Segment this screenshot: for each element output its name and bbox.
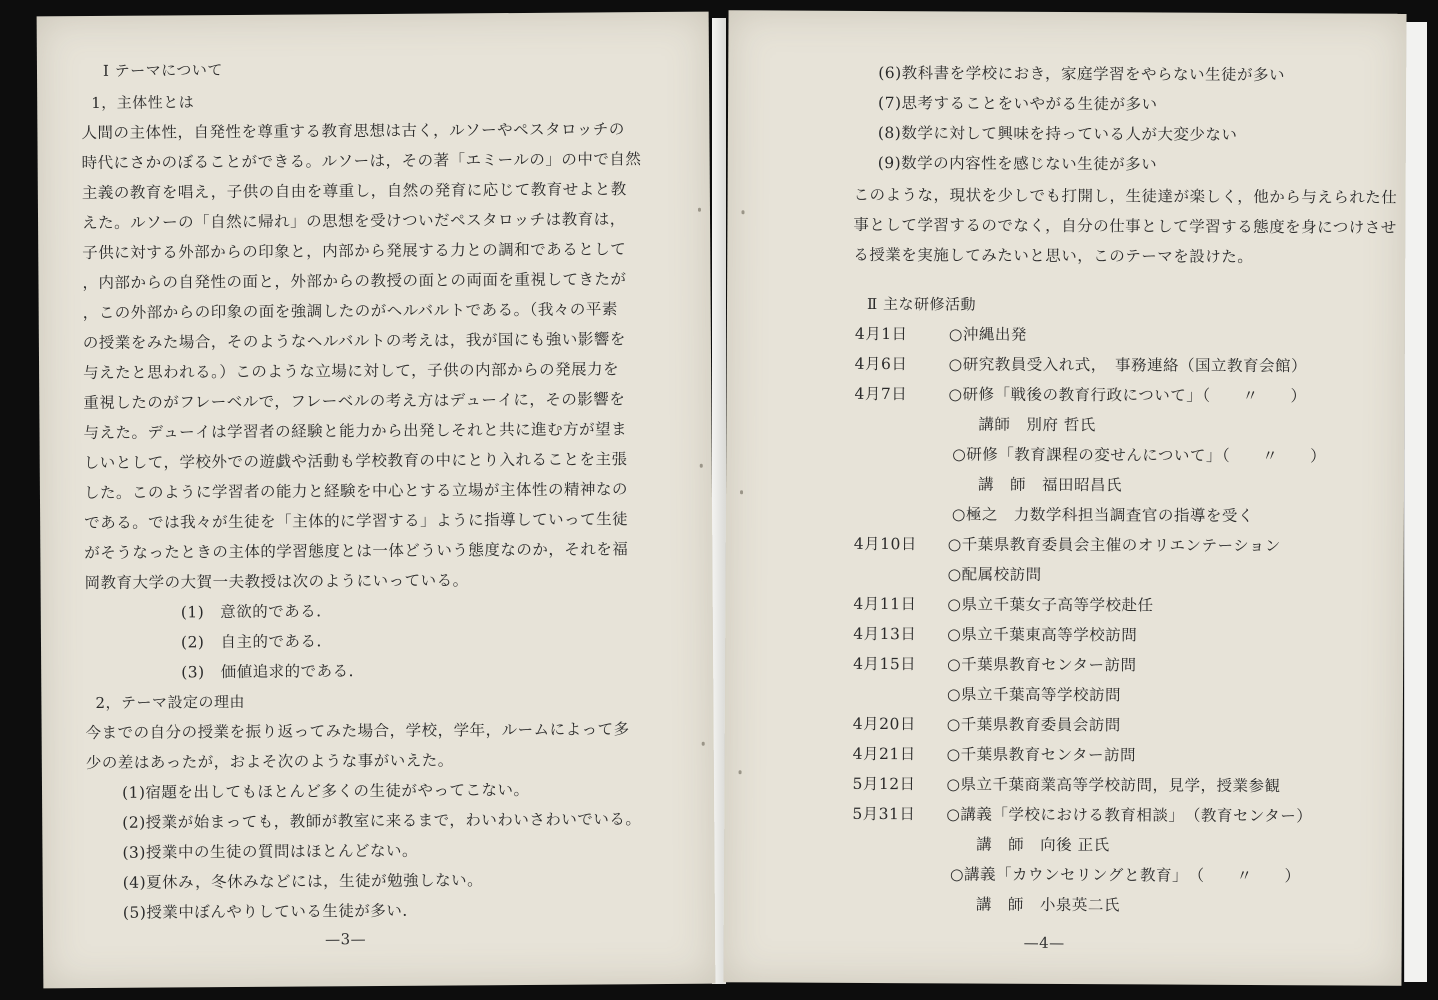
schedule-entry: ○極之 力数学科担当調査官の指導を受く: [951, 505, 1254, 525]
text-line: 重視したのがフレーベルで，フレーベルの考え方はデューイに，その影響を: [83, 390, 626, 413]
punch-hole: [739, 770, 742, 774]
punch-hole: [702, 742, 705, 746]
list-item: (5)授業中ぼんやりしている生徒が多い．: [122, 901, 419, 922]
text-line: ，この外部からの印象の面を強調したのがヘルバルトである。（我々の平素: [82, 300, 618, 323]
text-line: 与えたと思われる。）このような立場に対して，子供の内部からの発展力を: [83, 360, 620, 383]
text-line: 今までの自分の授業を振り返ってみた場合，学校，学年，ルームによって多: [85, 720, 630, 743]
punch-hole: [698, 208, 701, 212]
schedule-entry: ○千葉県教育委員会主催のオリエンテーション: [947, 535, 1281, 556]
punch-hole: [740, 490, 743, 494]
schedule-entry: ○講義「学校における教育相談」 （教育センター）: [946, 805, 1313, 826]
schedule-entry: ○千葉県教育委員会訪問: [946, 715, 1121, 735]
right-page: [723, 10, 1406, 986]
lecturer-line: 講師 別府 哲氏: [978, 415, 1096, 435]
text-line: 事として学習するのでなく，自分の仕事として学習する態度を身につけさせ: [853, 215, 1397, 237]
lecturer-line: 講 師 福田昭昌氏: [978, 475, 1123, 495]
text-line: である。では我々が生徒を「主体的に学習する」ように指導していって生徒: [84, 510, 629, 533]
text-line: 時代にさかのぼることができる。ルソーは，その著「エミールの」の中で自然: [81, 150, 642, 173]
list-item: (3) 価値追求的である．: [181, 662, 365, 682]
schedule-date: 4月21日: [852, 744, 916, 764]
schedule-date: 4月15日: [853, 654, 917, 674]
text-line: えた。ルソーの「自然に帰れ」の思想を受けついだペスタロッチは教育は，: [81, 210, 626, 233]
subsection-heading: 1，主体性とは: [91, 93, 195, 112]
list-item: (9)数学の内容性を感じない生徒が多い: [877, 154, 1158, 174]
text-line: る授業を実施してみたいと思い，このテーマを設けた。: [853, 245, 1254, 266]
schedule-entry: ○配属校訪問: [947, 565, 1042, 584]
section-heading: Ⅱ 主な研修活動: [866, 294, 977, 314]
schedule-date: 4月7日: [854, 384, 908, 404]
list-item: (1)宿題を出してもほとんど多くの生徒がやってこない。: [121, 780, 530, 802]
schedule-entry: ○沖縄出発: [948, 325, 1027, 344]
punch-hole: [741, 210, 744, 214]
schedule-entry: ○県立千葉東高等学校訪問: [947, 625, 1138, 645]
schedule-date: 4月10日: [853, 534, 917, 554]
page-number: —3—: [325, 930, 367, 949]
schedule-date: 4月1日: [854, 324, 908, 344]
page-number: —4—: [1023, 933, 1065, 953]
text-line: 少の差はあったが，およそ次のような事がいえた。: [85, 751, 454, 773]
lecturer-line: 講 師 小泉英二氏: [975, 895, 1120, 915]
list-item: (8)数学に対して興味を持っている人が大変少ない: [877, 124, 1238, 144]
list-item: (3)授業中の生徒の質問はほとんどない。: [122, 841, 418, 862]
schedule-entry: ○研修「教育課程の変せんについて」（ 〃 ）: [952, 445, 1327, 466]
schedule-entry: ○県立千葉高等学校訪問: [946, 685, 1122, 705]
list-item: (7)思考することをいやがる生徒が多い: [878, 94, 1158, 114]
schedule-date: 4月20日: [852, 714, 916, 734]
schedule-date: 4月11日: [853, 594, 917, 614]
list-item: (2)授業が始まっても，教師が教室に来るまで，わいわいさわいでいる。: [122, 810, 642, 832]
list-item: (1) 意欲的である．: [180, 602, 333, 622]
text-line: しいとして，学校外での遊戯や活動も学校教育の中にとり入れることを主張: [83, 450, 628, 473]
schedule-entry: ○県立千葉商業高等学校訪問，見学，授業参観: [946, 775, 1281, 796]
schedule-date: 5月31日: [852, 804, 916, 824]
lecturer-line: 講 師 向後 正氏: [976, 835, 1110, 855]
schedule-entry: ○講義「カウンセリングと教育」 （ 〃 ）: [949, 865, 1301, 886]
text-line: した。このように学習者の能力と経験を中心とする立場が主体性の精神なの: [83, 480, 629, 503]
left-page: [37, 12, 716, 989]
text-line: 岡教育大学の大賀一夫教授は次のようにいっている。: [84, 571, 469, 593]
schedule-entry: ○県立千葉女子高等学校赴任: [947, 595, 1154, 615]
text-line: ，内部からの自発性の面と，外部からの教授の面との両面を重視してきたが: [82, 270, 627, 293]
text-line: このような，現状を少しでも打開し，生徒達が楽しく，他から与えられた仕: [853, 185, 1398, 207]
schedule-date: 4月6日: [854, 354, 908, 374]
list-item: (4)夏休み，冬休みなどには，生徒が勉強しない。: [122, 871, 484, 892]
list-item: (6)教科書を学校におき，家庭学習をやらない生徒が多い: [878, 64, 1286, 85]
schedule-entry: ○研究教員受入れ式， 事務連絡（国立教育会館）: [948, 355, 1308, 376]
text-line: 人間の主体性，自発性を尊重する教育思想は古く，ルソーやペスタロッチの: [81, 120, 625, 143]
binder-edge: [1404, 22, 1427, 982]
text-line: の授業をみた場合，そのようなヘルバルトの考えは，我が国にも強い影響を: [82, 330, 626, 353]
subsection-heading: 2，テーマ設定の理由: [95, 692, 246, 712]
schedule-date: 4月13日: [853, 624, 917, 644]
section-heading: Ⅰ テーマについて: [102, 61, 223, 80]
schedule-entry: ○研修「戦後の教育行政について」（ 〃 ）: [948, 385, 1307, 406]
schedule-entry: ○千葉県教育センター訪問: [947, 655, 1137, 675]
text-line: 与えた。デューイは学習者の経験と能力から出発しそれと共に進む方が望ま: [83, 420, 628, 443]
schedule-entry: ○千葉県教育センター訪問: [946, 745, 1137, 765]
text-line: 子供に対する外部からの印象と，内部から発展する力との調和であるとして: [82, 240, 627, 263]
punch-hole: [700, 464, 703, 468]
text-line: がそうなったときの主体的学習態度とは一体どういう態度なのか，それを福: [84, 540, 629, 563]
schedule-date: 5月12日: [852, 774, 916, 794]
text-line: 主義の教育を唱え，子供の自由を尊重し，自然の発育に応じて教育せよと教: [81, 180, 627, 203]
list-item: (2) 自主的である．: [180, 632, 333, 652]
